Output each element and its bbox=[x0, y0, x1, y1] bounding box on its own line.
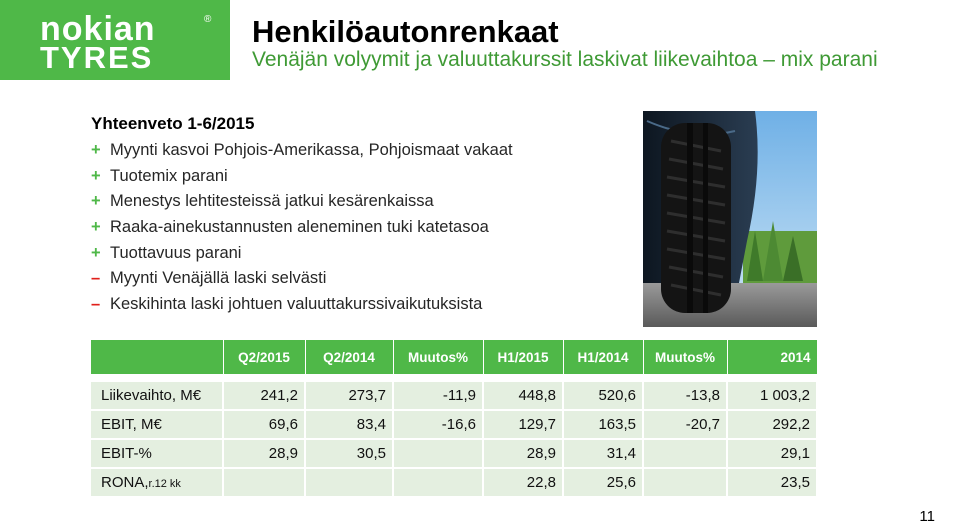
summary-item bbox=[91, 292, 513, 318]
summary-item-text: Myynti Venäjällä laski selvästi bbox=[110, 269, 327, 288]
summary-item-text: Menestys lehtitesteissä jatkui kesärenkaissa bbox=[110, 192, 434, 211]
table-cell: 292,2 bbox=[727, 410, 817, 439]
table-cell: 25,6 bbox=[563, 468, 643, 497]
table-cell bbox=[223, 468, 305, 497]
column-header: H1/2014 bbox=[563, 340, 643, 374]
table-cell: 30,5 bbox=[305, 439, 393, 468]
page-title: Henkilöautonrenkaat bbox=[252, 14, 559, 49]
summary-item bbox=[91, 164, 513, 190]
summary-item bbox=[91, 138, 513, 164]
column-header: H1/2015 bbox=[483, 340, 563, 374]
table-cell: 163,5 bbox=[563, 410, 643, 439]
column-header bbox=[91, 340, 223, 374]
summary-item-text: Keskihinta laski johtuen valuuttakurssivaikutuksista bbox=[110, 294, 483, 313]
table-cell bbox=[643, 468, 727, 497]
plus-icon: + bbox=[91, 243, 101, 262]
table-cell: 28,9 bbox=[223, 439, 305, 468]
nokian-tyres-logo bbox=[0, 0, 230, 80]
plus-icon: + bbox=[91, 141, 101, 160]
table-cell: 31,4 bbox=[563, 439, 643, 468]
column-header: Q2/2014 bbox=[305, 340, 393, 374]
page-subtitle: Venäjän volyymit ja valuuttakurssit laskivat liikevaihtoa – mix parani bbox=[252, 48, 878, 71]
summary-item-text: Raaka-ainekustannusten aleneminen tuki katetasoa bbox=[110, 218, 489, 237]
table-row bbox=[91, 468, 817, 497]
column-header: Q2/2015 bbox=[223, 340, 305, 374]
summary-item-text: Myynti kasvoi Pohjois-Amerikassa, Pohjoismaat vakaat bbox=[110, 141, 513, 160]
column-header: Muutos% bbox=[393, 340, 483, 374]
tire-photo bbox=[643, 111, 817, 327]
plus-icon: + bbox=[91, 192, 101, 211]
table-cell bbox=[393, 468, 483, 497]
column-header: 2014 bbox=[727, 340, 817, 374]
row-label: RONA,r.12 kk bbox=[91, 468, 223, 497]
summary-heading: Yhteenveto 1-6/2015 bbox=[91, 114, 255, 133]
table-cell: -13,8 bbox=[643, 381, 727, 410]
summary-item bbox=[91, 189, 513, 215]
table-row bbox=[91, 410, 817, 439]
table-cell: 22,8 bbox=[483, 468, 563, 497]
summary-item-text: Tuottavuus parani bbox=[110, 243, 242, 262]
plus-icon: + bbox=[91, 166, 101, 185]
page-number: 11 bbox=[919, 508, 935, 525]
table-cell: -20,7 bbox=[643, 410, 727, 439]
row-label: Liikevaihto, M€ bbox=[91, 381, 223, 410]
minus-icon: – bbox=[91, 269, 101, 288]
row-label: EBIT-% bbox=[91, 439, 223, 468]
table-header-row bbox=[91, 340, 817, 374]
logo-registered-mark: ® bbox=[204, 14, 212, 25]
summary-list bbox=[91, 138, 513, 317]
table-cell: 273,7 bbox=[305, 381, 393, 410]
summary-item bbox=[91, 266, 513, 292]
table-row bbox=[91, 381, 817, 410]
table-row bbox=[91, 439, 817, 468]
table-cell: 29,1 bbox=[727, 439, 817, 468]
summary-item bbox=[91, 215, 513, 241]
plus-icon: + bbox=[91, 218, 101, 237]
table-cell bbox=[643, 439, 727, 468]
table-cell: 520,6 bbox=[563, 381, 643, 410]
table-cell: 129,7 bbox=[483, 410, 563, 439]
table-cell: 23,5 bbox=[727, 468, 817, 497]
row-label: EBIT, M€ bbox=[91, 410, 223, 439]
summary-item-text: Tuotemix parani bbox=[110, 166, 228, 185]
table-cell bbox=[305, 468, 393, 497]
table-cell: 28,9 bbox=[483, 439, 563, 468]
table-cell: 1 003,2 bbox=[727, 381, 817, 410]
table-cell: 69,6 bbox=[223, 410, 305, 439]
table-cell: 83,4 bbox=[305, 410, 393, 439]
table-cell: 241,2 bbox=[223, 381, 305, 410]
summary-item bbox=[91, 240, 513, 266]
logo-text-nokian: nokian bbox=[40, 10, 156, 48]
table-cell: -11,9 bbox=[393, 381, 483, 410]
financial-table bbox=[91, 340, 818, 498]
table-cell: -16,6 bbox=[393, 410, 483, 439]
table-cell bbox=[393, 439, 483, 468]
minus-icon: – bbox=[91, 294, 101, 313]
logo-text-tyres: TYRES bbox=[40, 40, 154, 75]
column-header: Muutos% bbox=[643, 340, 727, 374]
table-cell: 448,8 bbox=[483, 381, 563, 410]
